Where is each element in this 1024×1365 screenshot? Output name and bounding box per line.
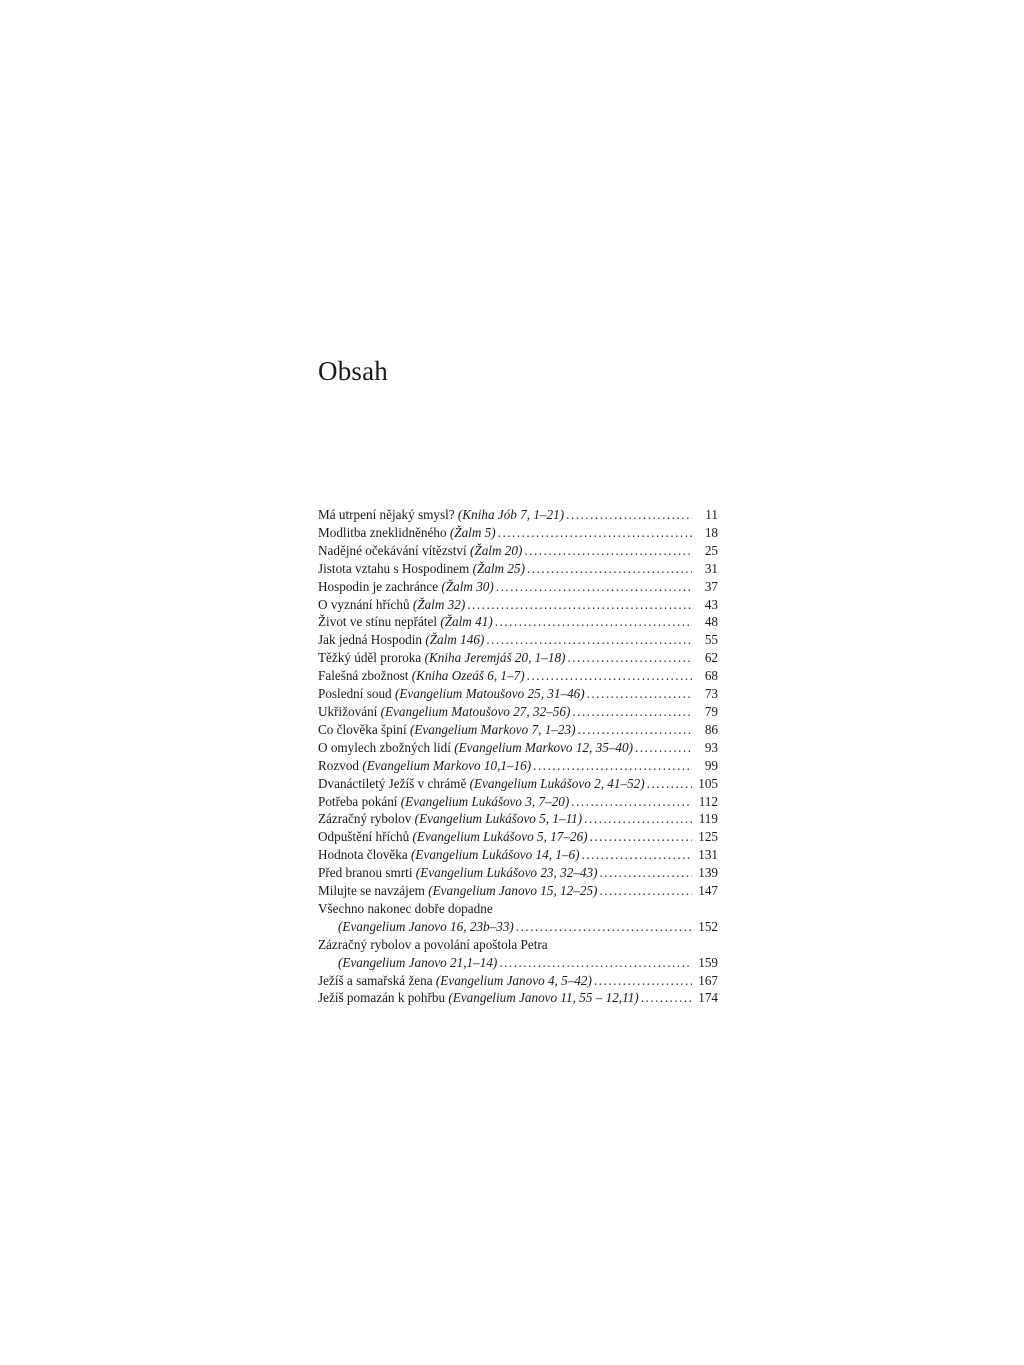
- dot-leader: [486, 631, 692, 649]
- toc-entry[interactable]: [318, 667, 718, 685]
- toc-entry-page: 119: [698, 811, 718, 827]
- toc-entry-page: 37: [704, 578, 718, 594]
- toc-entry[interactable]: [318, 810, 718, 828]
- toc-entry-source: (Evangelium Markovo 12, 35–40): [454, 739, 633, 755]
- toc-entry-source: (Evangelium Matoušovo 27, 32–56): [380, 703, 571, 719]
- toc-entry-title: Ježíš a samařská žena (Evangelium Janovo 4, 5–42): [318, 972, 592, 988]
- dot-leader: [533, 757, 692, 775]
- toc-entry-title: Odpuštění hříchů (Evangelium Lukášovo 5, 17–26): [318, 829, 588, 845]
- dot-leader: [582, 846, 693, 864]
- dot-leader: [599, 864, 692, 882]
- toc-entry[interactable]: [318, 649, 718, 667]
- dot-leader: [566, 506, 692, 524]
- toc-entry[interactable]: [318, 972, 718, 990]
- toc-entry-title: Život ve stínu nepřátel (Žalm 41): [318, 614, 493, 630]
- toc-entry-source: (Evangelium Lukášovo 14, 1–6): [411, 847, 580, 863]
- page-title: Obsah: [318, 356, 388, 386]
- toc-entry[interactable]: [318, 542, 718, 560]
- toc-entry-source: (Žalm 30): [441, 578, 494, 594]
- toc-final-list: [318, 972, 718, 1008]
- toc-entry-title: Jak jedná Hospodin (Žalm 146): [318, 632, 485, 648]
- toc-entry-source: (Žalm 25): [472, 560, 525, 576]
- toc-entry-source: (Kniha Jeremjáš 20, 1–18): [424, 650, 566, 666]
- toc-entry-page: 174: [698, 990, 718, 1006]
- toc-entry-source: (Žalm 20): [469, 542, 523, 558]
- toc-entry-page: 55: [704, 632, 718, 648]
- dot-leader: [635, 739, 692, 757]
- toc-entry[interactable]: [318, 631, 718, 649]
- toc-entry[interactable]: [318, 739, 718, 757]
- dot-leader: [647, 775, 692, 793]
- toc-entry-title: [318, 954, 497, 972]
- toc-entry-page: 43: [704, 596, 718, 612]
- toc-entry[interactable]: [318, 828, 718, 846]
- toc-entry-source: (Evangelium Janovo 15, 12–25): [428, 883, 598, 899]
- toc-entry-page: 147: [698, 883, 718, 899]
- toc-entry-source: (Evangelium Markovo 10,1–16): [362, 757, 532, 773]
- toc-entry-page: 93: [704, 739, 718, 755]
- toc-entry-source: (Evangelium Janovo 21,1–14): [338, 954, 498, 970]
- toc-entry-source: (Žalm 146): [425, 632, 485, 648]
- toc-entry-title: Před branou smrti (Evangelium Lukášovo 23, 32–43): [318, 865, 598, 881]
- toc-entry-title: Hospodin je zachránce (Žalm 30): [318, 578, 494, 594]
- toc-entry[interactable]: [318, 506, 718, 524]
- toc-entry-title: Modlitba zneklidněného (Žalm 5): [318, 524, 496, 540]
- dot-leader: [516, 918, 692, 936]
- toc-entry[interactable]: [318, 954, 718, 972]
- toc-entry-title: Těžký úděl proroka (Kniha Jeremjáš 20, 1–18): [318, 650, 566, 666]
- toc-entry[interactable]: [318, 775, 718, 793]
- dot-leader: [572, 703, 692, 721]
- toc-entry-page: 139: [698, 865, 718, 881]
- toc-entry-page: 31: [704, 560, 718, 576]
- toc-entry-page: 105: [698, 775, 718, 791]
- toc-entry-title: Má utrpení nějaký smysl? (Kniha Jób 7, 1–21): [318, 507, 565, 522]
- dot-leader: [496, 578, 692, 596]
- toc-entry-title: O vyznání hříchů (Žalm 32): [318, 596, 466, 612]
- toc-entry-source: (Evangelium Lukášovo 3, 7–20): [400, 793, 570, 809]
- toc-entry-source: (Evangelium Lukášovo 5, 1–11): [414, 811, 583, 827]
- dot-leader: [527, 667, 692, 685]
- toc-entry[interactable]: [318, 757, 718, 775]
- toc-entry-source: (Žalm 41): [440, 614, 493, 630]
- toc-entry-title: Nadějné očekávání vítězství (Žalm 20): [318, 542, 523, 558]
- dot-leader: [498, 524, 692, 542]
- dot-leader: [567, 649, 692, 667]
- toc-entry-source: (Evangelium Matoušovo 25, 31–46): [394, 686, 585, 702]
- toc-split-list: [318, 900, 718, 972]
- toc-entry-page: 48: [704, 614, 718, 630]
- toc-entry[interactable]: [318, 918, 718, 936]
- toc-entry[interactable]: [318, 524, 718, 542]
- toc-entry-page: 112: [698, 793, 718, 809]
- toc-entry[interactable]: [318, 613, 718, 631]
- toc-entry-page: 25: [704, 542, 718, 558]
- toc-entry-source: (Evangelium Lukášovo 2, 41–52): [469, 775, 645, 791]
- toc-entry-page: 86: [704, 721, 718, 737]
- toc-entry[interactable]: [318, 703, 718, 721]
- dot-leader: [495, 613, 692, 631]
- toc-entry-title[interactable]: Zázračný rybolov a povolání apoštola Petra: [318, 936, 548, 952]
- toc-entry-page: 73: [704, 686, 718, 702]
- toc-entry-source: (Evangelium Lukášovo 5, 17–26): [412, 829, 588, 845]
- toc-entry-page: 152: [698, 918, 718, 934]
- dot-leader: [571, 793, 692, 811]
- toc-entry-title: [318, 918, 514, 936]
- toc-entry[interactable]: [318, 864, 718, 882]
- toc-entry-title: Ukřižování (Evangelium Matoušovo 27, 32–56): [318, 703, 571, 719]
- toc-entry-source: (Žalm 5): [449, 524, 496, 540]
- toc-entry[interactable]: [318, 596, 718, 614]
- dot-leader: [594, 972, 692, 990]
- dot-leader: [599, 882, 692, 900]
- toc-entry-source: (Evangelium Lukášovo 23, 32–43): [415, 865, 598, 881]
- toc-list: [318, 506, 718, 900]
- toc-entry-source: (Kniha Jób 7, 1–21): [457, 507, 565, 522]
- toc-entry-page: 125: [698, 829, 718, 845]
- toc-entry-page: 18: [704, 524, 718, 540]
- toc-entry-source: (Evangelium Janovo 16, 23b–33): [338, 918, 514, 934]
- dot-leader: [587, 685, 692, 703]
- dot-leader: [524, 542, 692, 560]
- dot-leader: [499, 954, 692, 972]
- toc-entry-title: Rozvod (Evangelium Markovo 10,1–16): [318, 757, 532, 773]
- dot-leader: [590, 828, 692, 846]
- dot-leader: [584, 810, 692, 828]
- toc-entry-source: (Žalm 32): [412, 596, 466, 612]
- toc-entry[interactable]: [318, 882, 718, 900]
- toc-entry-title: Jistota vztahu s Hospodinem (Žalm 25): [318, 560, 525, 576]
- toc-entry-page: 68: [704, 668, 718, 684]
- toc-entry-source: (Evangelium Janovo 4, 5–42): [435, 972, 592, 988]
- toc-entry-title: Potřeba pokání (Evangelium Lukášovo 3, 7–20): [318, 793, 570, 809]
- toc-entry-page: 167: [698, 972, 718, 988]
- toc-entry-title: Zázračný rybolov (Evangelium Lukášovo 5, 1–11): [318, 811, 583, 827]
- toc-entry-page: 11: [705, 507, 718, 522]
- toc-entry[interactable]: [318, 846, 718, 864]
- dot-leader: [641, 989, 692, 1007]
- toc-entry[interactable]: [318, 685, 718, 703]
- toc-entry-page: 131: [698, 847, 718, 863]
- dot-leader: [577, 721, 692, 739]
- toc-entry[interactable]: [318, 793, 718, 811]
- toc-entry[interactable]: [318, 989, 718, 1007]
- toc-entry-title: Falešná zbožnost (Kniha Ozeáš 6, 1–7): [318, 668, 525, 684]
- toc-entry[interactable]: [318, 721, 718, 739]
- toc-entry[interactable]: [318, 578, 718, 596]
- toc-entry-source: (Evangelium Markovo 7, 1–23): [409, 721, 576, 737]
- toc-entry-source: (Evangelium Janovo 11, 55 – 12,11): [448, 990, 639, 1006]
- toc-entry-title: Milujte se navzájem (Evangelium Janovo 15, 12–25): [318, 883, 598, 899]
- toc-entry-title: Hodnota člověka (Evangelium Lukášovo 14, 1–6): [318, 847, 580, 863]
- dot-leader: [527, 560, 692, 578]
- toc-entry-page: 62: [704, 650, 718, 666]
- toc-entry-title: Co člověka špiní (Evangelium Markovo 7, 1–23): [318, 721, 576, 737]
- toc-entry-title: Dvanáctiletý Ježíš v chrámě (Evangelium Lukášovo 2, 41–52): [318, 775, 645, 791]
- toc-entry[interactable]: [318, 560, 718, 578]
- table-of-contents: [318, 506, 718, 1007]
- toc-entry-title: Ježíš pomazán k pohřbu (Evangelium Janovo 11, 55 – 12,11): [318, 990, 639, 1006]
- toc-entry-page: 79: [704, 703, 718, 719]
- toc-entry-page: 159: [698, 954, 718, 970]
- toc-entry-source: (Kniha Ozeáš 6, 1–7): [411, 668, 525, 684]
- toc-entry-title: Poslední soud (Evangelium Matoušovo 25, 31–46): [318, 686, 585, 702]
- dot-leader: [467, 596, 692, 614]
- toc-entry-title: O omylech zbožných lidí (Evangelium Markovo 12, 35–40): [318, 739, 633, 755]
- toc-entry-title[interactable]: Všechno nakonec dobře dopadne: [318, 900, 493, 916]
- toc-entry-page: 99: [704, 757, 718, 773]
